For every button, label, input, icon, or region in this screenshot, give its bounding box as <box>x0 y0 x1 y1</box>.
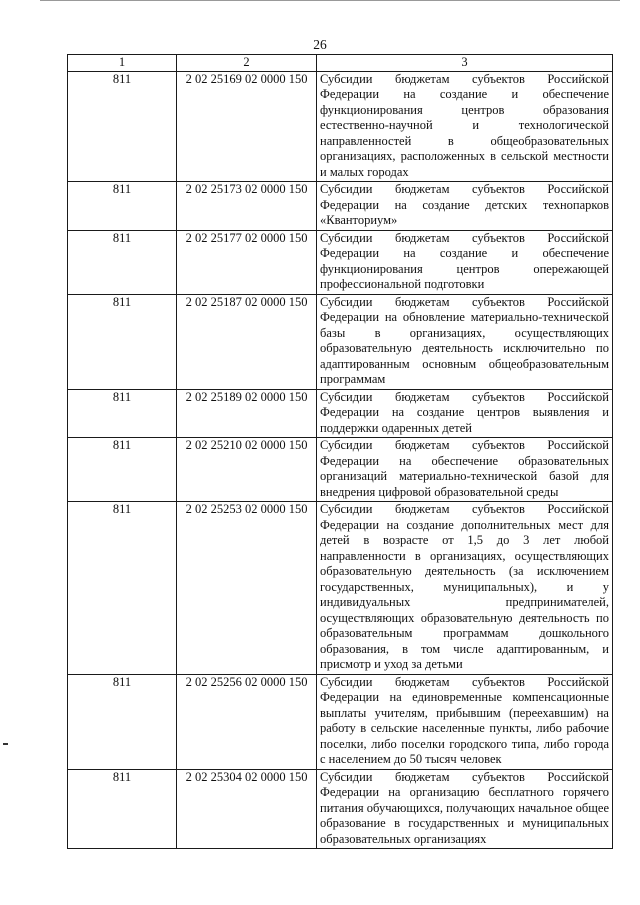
scan-mark <box>3 743 8 745</box>
admin-code-cell: 811 <box>68 502 177 675</box>
admin-code-cell: 811 <box>68 294 177 389</box>
budget-code-cell: 2 02 25189 02 0000 150 <box>177 389 317 438</box>
table-row <box>68 71 613 182</box>
description-cell: Субсидии бюджетам субъектов Российской Федерации на организацию бесплатного горячего питания обучающихся, получающих начальное общее образование в государственных и муниципальных образовательных организациях <box>317 769 613 849</box>
budget-code-cell: 2 02 25304 02 0000 150 <box>177 769 317 849</box>
description-cell: Субсидии бюджетам субъектов Российской Федерации на обновление материально-технической базы в организациях, осуществляющих образовательную деятельность исключительно по адаптированным основным общеобразовательным программам <box>317 294 613 389</box>
table-row <box>68 769 613 849</box>
table-row <box>68 182 613 231</box>
admin-code-cell: 811 <box>68 674 177 769</box>
description-cell: Субсидии бюджетам субъектов Российской Федерации на единовременные компенсационные выплаты учителям, прибывшим (переехавшим) на работу в сельские населенные пункты, либо рабочие поселки, либо поселки городского типа, либо города с населением до 50 тысяч человек <box>317 674 613 769</box>
budget-code-cell: 2 02 25169 02 0000 150 <box>177 71 317 182</box>
admin-code-cell: 811 <box>68 438 177 502</box>
budget-code-cell: 2 02 25173 02 0000 150 <box>177 182 317 231</box>
table-row <box>68 294 613 389</box>
budget-code-cell: 2 02 25256 02 0000 150 <box>177 674 317 769</box>
column-header-1: 1 <box>68 55 177 72</box>
description-cell: Субсидии бюджетам субъектов Российской Федерации на обеспечение образовательных организаций материально-технической базой для внедрения цифровой образовательной среды <box>317 438 613 502</box>
admin-code-cell: 811 <box>68 182 177 231</box>
budget-code-cell: 2 02 25210 02 0000 150 <box>177 438 317 502</box>
admin-code-cell: 811 <box>68 230 177 294</box>
description-cell: Субсидии бюджетам субъектов Российской Федерации на создание детских технопарков «Кванториум» <box>317 182 613 231</box>
header-row <box>68 55 613 72</box>
admin-code-cell: 811 <box>68 71 177 182</box>
admin-code-cell: 811 <box>68 769 177 849</box>
description-cell: Субсидии бюджетам субъектов Российской Федерации на создание центров выявления и поддержки одаренных детей <box>317 389 613 438</box>
column-header-2: 2 <box>177 55 317 72</box>
page-number: 26 <box>313 37 327 52</box>
column-header-3: 3 <box>317 55 613 72</box>
description-cell: Субсидии бюджетам субъектов Российской Федерации на создание и обеспечение функционирования центров образования естественно-научной и технологической направленностей в общеобразовательных организациях, расположенных в сельской местности и малых городах <box>317 71 613 182</box>
table-row <box>68 502 613 675</box>
table-row <box>68 230 613 294</box>
budget-code-cell: 2 02 25177 02 0000 150 <box>177 230 317 294</box>
budget-code-cell: 2 02 25187 02 0000 150 <box>177 294 317 389</box>
description-cell: Субсидии бюджетам субъектов Российской Федерации на создание дополнительных мест для детей в возрасте от 1,5 до 3 лет любой направленности в организациях, осуществляющих образовательную деятельность (за исключением государственных, муниципальных), и у индивидуальных предпринимателей, осуществляющих образовательную деятельность по образовательным программам дошкольного образования, в том числе адаптированным, и присмотр и уход за детьми <box>317 502 613 675</box>
description-cell: Субсидии бюджетам субъектов Российской Федерации на создание и обеспечение функционирования центров опережающей профессиональной подготовки <box>317 230 613 294</box>
budget-code-cell: 2 02 25253 02 0000 150 <box>177 502 317 675</box>
budget-classification-table <box>67 54 613 849</box>
scan-top-edge <box>40 0 620 1</box>
table-row <box>68 438 613 502</box>
admin-code-cell: 811 <box>68 389 177 438</box>
table-row <box>68 674 613 769</box>
table-row <box>68 389 613 438</box>
